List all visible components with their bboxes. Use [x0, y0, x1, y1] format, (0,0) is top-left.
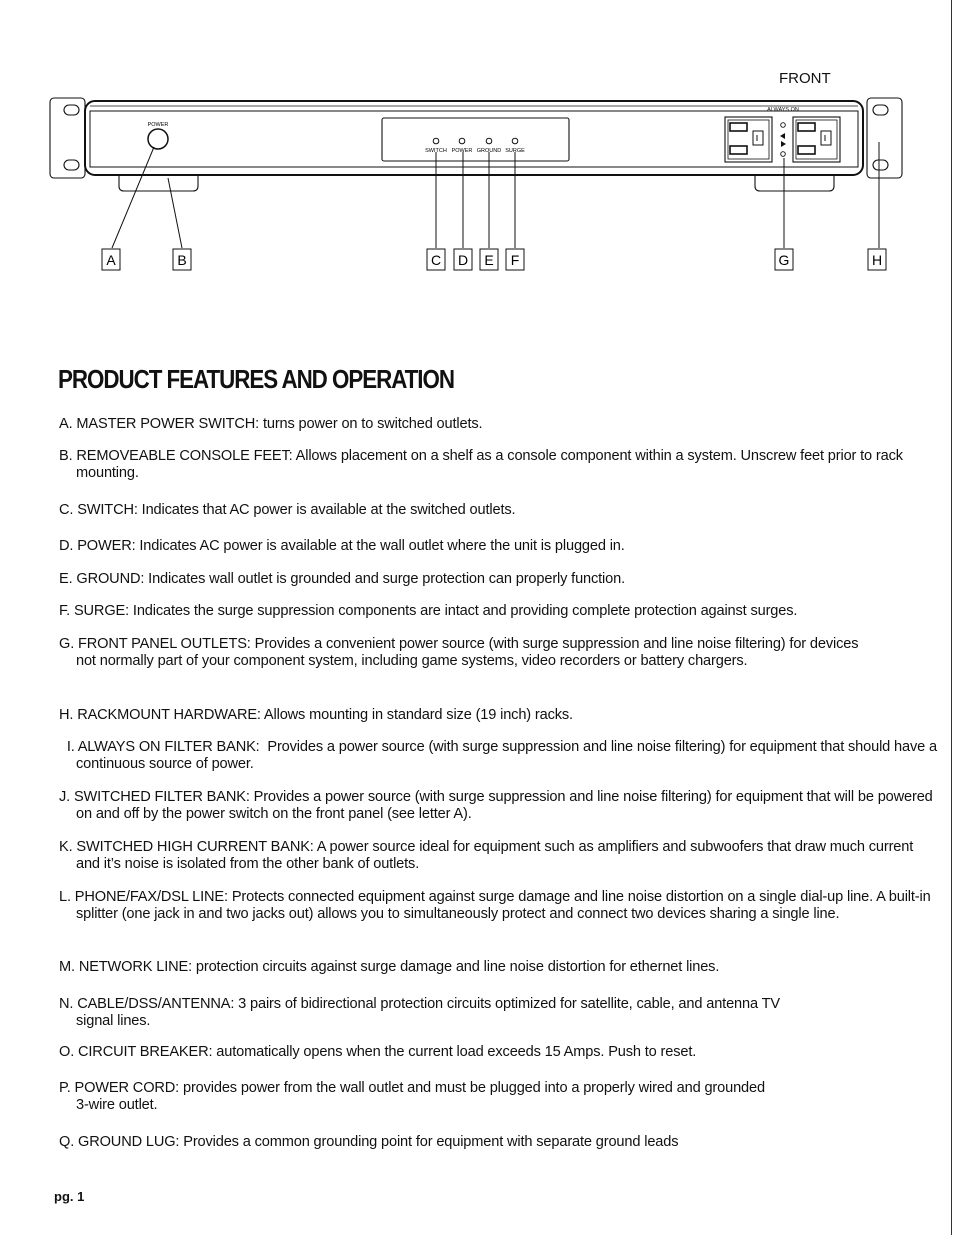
- diagram-view-label: FRONT: [779, 70, 831, 87]
- power-switch-label: POWER: [147, 122, 169, 128]
- master-power-switch: [148, 122, 169, 149]
- switch-led: [433, 138, 439, 144]
- callout-h: H: [871, 252, 883, 268]
- indicator-label-surge: SURGE: [505, 148, 525, 154]
- feature-item-k: K. SWITCHED HIGH CURRENT BANK: A power source ideal for equipment such as amplifiers and subwoofers that draw much current and it’s noise is isolated from the other bank of outlets.: [59, 839, 914, 872]
- callout-letters: [102, 249, 886, 270]
- callout-g: G: [778, 252, 790, 268]
- callout-c: C: [430, 252, 442, 268]
- right-rack-ear: [867, 98, 902, 178]
- console-feet: [119, 176, 834, 191]
- indicator-label-switch: SWITCH: [425, 148, 447, 154]
- callout-leader-lines: [112, 142, 879, 248]
- feature-item-n: N. CABLE/DSS/ANTENNA: 3 pairs of bidirectional protection circuits optimized for satellite, cable, and antenna TV signal lines.: [59, 996, 780, 1029]
- callout-f: F: [510, 252, 520, 268]
- callout-e: E: [484, 252, 494, 268]
- feature-item-c: C. SWITCH: Indicates that AC power is available at the switched outlets.: [59, 502, 516, 518]
- feature-item-q: Q. GROUND LUG: Provides a common grounding point for equipment with separate ground leads: [59, 1134, 679, 1150]
- indicator-window: [382, 118, 569, 161]
- feature-item-f: F. SURGE: Indicates the surge suppression components are intact and providing complete protection against surges.: [59, 603, 798, 619]
- feature-item-j: J. SWITCHED FILTER BANK: Provides a power source (with surge suppression and line noise filtering) for equipment that will be powered on and off by the power switch on the front panel (see letter A).: [59, 789, 933, 822]
- page-title: PRODUCT FEATURES AND OPERATION: [58, 364, 454, 394]
- surge-led: [512, 138, 518, 144]
- feature-item-g: G. FRONT PANEL OUTLETS: Provides a convenient power source (with surge suppression and line noise filtering) for devices not normally part of your component system, including game systems, video recorders or battery chargers.: [59, 636, 859, 669]
- feature-item-a: A. MASTER POWER SWITCH: turns power on to switched outlets.: [59, 416, 483, 432]
- feature-item-l: L. PHONE/FAX/DSL LINE: Protects connected equipment against surge damage and line noise distortion on a single dial-up line. A built-in splitter (one jack in and two jacks out) allows you to simultaneously protect and connect two devices sharing a single line.: [59, 889, 931, 922]
- feature-item-o: O. CIRCUIT BREAKER: automatically opens when the current load exceeds 15 Amps. Push to reset.: [59, 1044, 697, 1060]
- page-number: pg. 1: [54, 1189, 85, 1204]
- indicator-label-ground: GROUND: [476, 148, 502, 154]
- callout-b: B: [177, 252, 187, 268]
- ground-led: [486, 138, 492, 144]
- feature-item-b: B. REMOVEABLE CONSOLE FEET: Allows placement on a shelf as a console component within a system. Unscrew feet prior to rack mounting.: [59, 448, 903, 481]
- front-panel-diagram: [0, 0, 954, 290]
- indicator-label-power: POWER: [451, 148, 473, 154]
- left-rack-ear: [50, 98, 85, 178]
- feature-item-m: M. NETWORK LINE: protection circuits against surge damage and line noise distortion for ethernet lines.: [59, 959, 720, 975]
- callout-d: D: [457, 252, 469, 268]
- chassis: [85, 101, 863, 175]
- feature-item-d: D. POWER: Indicates AC power is available at the wall outlet where the unit is plugged in.: [59, 538, 625, 554]
- feature-item-h: H. RACKMOUNT HARDWARE: Allows mounting in standard size (19 inch) racks.: [59, 707, 573, 723]
- feature-item-e: E. GROUND: Indicates wall outlet is grounded and surge protection can properly function.: [59, 571, 625, 587]
- front-panel-outlets: [725, 107, 840, 162]
- always-on-label: ALWAYS ON: [767, 107, 799, 113]
- feature-item-i: I. ALWAYS ON FILTER BANK: Provides a power source (with surge suppression and line noise filtering) for equipment that should have a continuous source of power.: [59, 739, 941, 772]
- feature-item-p: P. POWER CORD: provides power from the wall outlet and must be plugged into a properly wired and grounded 3-wire outlet.: [59, 1080, 765, 1113]
- callout-a: A: [106, 252, 116, 268]
- power-led: [459, 138, 465, 144]
